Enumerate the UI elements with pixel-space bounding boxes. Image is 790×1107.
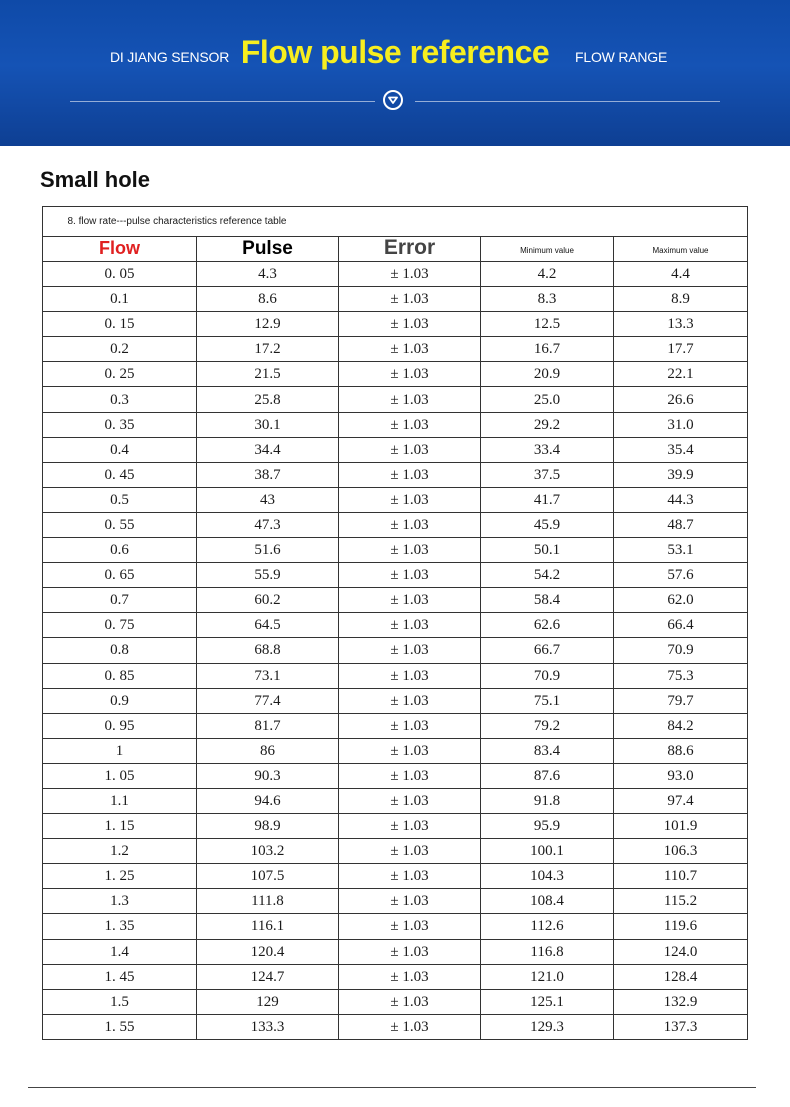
cell-min: 54.2 (481, 563, 614, 588)
cell-max: 17.7 (614, 337, 748, 362)
cell-pulse: 129 (197, 989, 339, 1014)
cell-min: 108.4 (481, 889, 614, 914)
cell-max: 39.9 (614, 462, 748, 487)
bottom-divider (28, 1087, 756, 1088)
table-row (43, 814, 748, 839)
table-row (43, 387, 748, 412)
cell-error: ± 1.03 (339, 487, 481, 512)
cell-min: 33.4 (481, 437, 614, 462)
cell-min: 45.9 (481, 512, 614, 537)
cell-error: ± 1.03 (339, 312, 481, 337)
table-row (43, 713, 748, 738)
cell-min: 12.5 (481, 312, 614, 337)
cell-error: ± 1.03 (339, 538, 481, 563)
cell-error: ± 1.03 (339, 638, 481, 663)
cell-min: 41.7 (481, 487, 614, 512)
cell-error: ± 1.03 (339, 387, 481, 412)
cell-pulse: 81.7 (197, 713, 339, 738)
table-row (43, 939, 748, 964)
table-row (43, 763, 748, 788)
cell-flow: 1. 05 (43, 763, 197, 788)
table-header-row (43, 237, 748, 262)
cell-pulse: 94.6 (197, 788, 339, 813)
cell-error: ± 1.03 (339, 788, 481, 813)
table-row (43, 312, 748, 337)
cell-flow: 0. 25 (43, 362, 197, 387)
table-row (43, 914, 748, 939)
cell-pulse: 98.9 (197, 814, 339, 839)
table-row (43, 262, 748, 287)
cell-error: ± 1.03 (339, 563, 481, 588)
cell-max: 57.6 (614, 563, 748, 588)
cell-min: 37.5 (481, 462, 614, 487)
cell-error: ± 1.03 (339, 1014, 481, 1039)
table-row (43, 462, 748, 487)
table-row (43, 337, 748, 362)
table-row (43, 613, 748, 638)
cell-pulse: 21.5 (197, 362, 339, 387)
cell-flow: 1.5 (43, 989, 197, 1014)
table-row (43, 512, 748, 537)
cell-pulse: 51.6 (197, 538, 339, 563)
cell-max: 101.9 (614, 814, 748, 839)
cell-min: 79.2 (481, 713, 614, 738)
cell-min: 100.1 (481, 839, 614, 864)
cell-min: 125.1 (481, 989, 614, 1014)
cell-pulse: 55.9 (197, 563, 339, 588)
table-row (43, 788, 748, 813)
cell-error: ± 1.03 (339, 864, 481, 889)
cell-max: 137.3 (614, 1014, 748, 1039)
cell-min: 83.4 (481, 738, 614, 763)
cell-error: ± 1.03 (339, 337, 481, 362)
cell-pulse: 38.7 (197, 462, 339, 487)
cell-error: ± 1.03 (339, 713, 481, 738)
divider-right (415, 101, 720, 102)
cell-pulse: 47.3 (197, 512, 339, 537)
cell-min: 58.4 (481, 588, 614, 613)
table-row (43, 487, 748, 512)
cell-min: 16.7 (481, 337, 614, 362)
cell-pulse: 90.3 (197, 763, 339, 788)
table-row (43, 864, 748, 889)
cell-pulse: 30.1 (197, 412, 339, 437)
cell-max: 66.4 (614, 613, 748, 638)
chevron-down-circle-icon (383, 90, 403, 110)
cell-pulse: 111.8 (197, 889, 339, 914)
table-row (43, 563, 748, 588)
cell-max: 115.2 (614, 889, 748, 914)
cell-error: ± 1.03 (339, 663, 481, 688)
reference-table (42, 206, 748, 1040)
table-row (43, 588, 748, 613)
cell-flow: 1.4 (43, 939, 197, 964)
cell-min: 75.1 (481, 688, 614, 713)
cell-error: ± 1.03 (339, 738, 481, 763)
cell-flow: 0. 05 (43, 262, 197, 287)
cell-max: 22.1 (614, 362, 748, 387)
brand-label: DI JIANG SENSOR (110, 49, 230, 65)
cell-error: ± 1.03 (339, 814, 481, 839)
cell-error: ± 1.03 (339, 939, 481, 964)
cell-flow: 1. 55 (43, 1014, 197, 1039)
cell-min: 62.6 (481, 613, 614, 638)
cell-pulse: 25.8 (197, 387, 339, 412)
cell-min: 50.1 (481, 538, 614, 563)
header-min: Minimum value (481, 237, 614, 262)
cell-error: ± 1.03 (339, 362, 481, 387)
cell-min: 112.6 (481, 914, 614, 939)
cell-min: 95.9 (481, 814, 614, 839)
table-row (43, 663, 748, 688)
cell-pulse: 124.7 (197, 964, 339, 989)
cell-flow: 0.2 (43, 337, 197, 362)
table-row (43, 738, 748, 763)
cell-flow: 0.4 (43, 437, 197, 462)
cell-max: 106.3 (614, 839, 748, 864)
cell-max: 26.6 (614, 387, 748, 412)
cell-max: 48.7 (614, 512, 748, 537)
cell-max: 124.0 (614, 939, 748, 964)
cell-min: 29.2 (481, 412, 614, 437)
table-row (43, 362, 748, 387)
cell-flow: 1.1 (43, 788, 197, 813)
cell-flow: 0. 75 (43, 613, 197, 638)
cell-pulse: 4.3 (197, 262, 339, 287)
table-row (43, 989, 748, 1014)
header-banner (0, 0, 790, 146)
cell-error: ± 1.03 (339, 613, 481, 638)
cell-flow: 0.1 (43, 287, 197, 312)
cell-flow: 0. 55 (43, 512, 197, 537)
cell-flow: 0. 45 (43, 462, 197, 487)
cell-min: 25.0 (481, 387, 614, 412)
cell-flow: 0.9 (43, 688, 197, 713)
cell-max: 4.4 (614, 262, 748, 287)
cell-pulse: 133.3 (197, 1014, 339, 1039)
section-title: Small hole (40, 167, 151, 192)
cell-max: 128.4 (614, 964, 748, 989)
cell-pulse: 12.9 (197, 312, 339, 337)
cell-min: 4.2 (481, 262, 614, 287)
cell-pulse: 73.1 (197, 663, 339, 688)
cell-flow: 0.5 (43, 487, 197, 512)
cell-error: ± 1.03 (339, 839, 481, 864)
cell-pulse: 68.8 (197, 638, 339, 663)
table-row (43, 287, 748, 312)
cell-error: ± 1.03 (339, 287, 481, 312)
table-row (43, 839, 748, 864)
table-row (43, 1014, 748, 1039)
table-row (43, 889, 748, 914)
cell-pulse: 116.1 (197, 914, 339, 939)
cell-max: 88.6 (614, 738, 748, 763)
cell-min: 87.6 (481, 763, 614, 788)
divider-left (70, 101, 375, 102)
cell-flow: 1. 25 (43, 864, 197, 889)
cell-flow: 0.3 (43, 387, 197, 412)
table-row (43, 538, 748, 563)
cell-max: 70.9 (614, 638, 748, 663)
cell-max: 75.3 (614, 663, 748, 688)
cell-flow: 1. 35 (43, 914, 197, 939)
cell-max: 31.0 (614, 412, 748, 437)
cell-pulse: 107.5 (197, 864, 339, 889)
header-pulse: Pulse (197, 237, 339, 262)
cell-error: ± 1.03 (339, 437, 481, 462)
header-error: Error (339, 237, 481, 262)
cell-pulse: 8.6 (197, 287, 339, 312)
table-row (43, 964, 748, 989)
cell-max: 84.2 (614, 713, 748, 738)
cell-error: ± 1.03 (339, 688, 481, 713)
cell-max: 93.0 (614, 763, 748, 788)
cell-min: 129.3 (481, 1014, 614, 1039)
cell-flow: 1. 15 (43, 814, 197, 839)
cell-flow: 1.2 (43, 839, 197, 864)
table-row (43, 437, 748, 462)
cell-min: 66.7 (481, 638, 614, 663)
header-max: Maximum value (614, 237, 748, 262)
cell-max: 132.9 (614, 989, 748, 1014)
cell-pulse: 60.2 (197, 588, 339, 613)
cell-max: 119.6 (614, 914, 748, 939)
cell-flow: 1. 45 (43, 964, 197, 989)
cell-flow: 0.7 (43, 588, 197, 613)
cell-flow: 0. 85 (43, 663, 197, 688)
cell-max: 62.0 (614, 588, 748, 613)
cell-error: ± 1.03 (339, 512, 481, 537)
cell-error: ± 1.03 (339, 588, 481, 613)
page-title: Flow pulse reference (240, 34, 550, 70)
cell-pulse: 77.4 (197, 688, 339, 713)
cell-min: 121.0 (481, 964, 614, 989)
table-caption: 8. flow rate---pulse characteristics reference table (43, 207, 748, 237)
cell-error: ± 1.03 (339, 989, 481, 1014)
cell-flow: 0. 95 (43, 713, 197, 738)
cell-pulse: 86 (197, 738, 339, 763)
cell-flow: 0. 15 (43, 312, 197, 337)
cell-pulse: 17.2 (197, 337, 339, 362)
cell-min: 8.3 (481, 287, 614, 312)
cell-pulse: 43 (197, 487, 339, 512)
cell-max: 97.4 (614, 788, 748, 813)
cell-error: ± 1.03 (339, 412, 481, 437)
cell-flow: 0.6 (43, 538, 197, 563)
range-label: FLOW RANGE (575, 49, 668, 65)
cell-max: 8.9 (614, 287, 748, 312)
cell-error: ± 1.03 (339, 914, 481, 939)
cell-error: ± 1.03 (339, 462, 481, 487)
cell-max: 53.1 (614, 538, 748, 563)
cell-max: 110.7 (614, 864, 748, 889)
cell-min: 20.9 (481, 362, 614, 387)
cell-flow: 0. 65 (43, 563, 197, 588)
cell-max: 79.7 (614, 688, 748, 713)
cell-pulse: 64.5 (197, 613, 339, 638)
cell-min: 91.8 (481, 788, 614, 813)
cell-flow: 0.8 (43, 638, 197, 663)
table-row (43, 412, 748, 437)
cell-error: ± 1.03 (339, 262, 481, 287)
cell-max: 35.4 (614, 437, 748, 462)
table-row (43, 638, 748, 663)
cell-min: 104.3 (481, 864, 614, 889)
cell-error: ± 1.03 (339, 964, 481, 989)
cell-flow: 0. 35 (43, 412, 197, 437)
cell-pulse: 103.2 (197, 839, 339, 864)
cell-flow: 1 (43, 738, 197, 763)
header-flow: Flow (43, 237, 197, 262)
cell-min: 116.8 (481, 939, 614, 964)
cell-max: 44.3 (614, 487, 748, 512)
cell-pulse: 120.4 (197, 939, 339, 964)
cell-max: 13.3 (614, 312, 748, 337)
cell-min: 70.9 (481, 663, 614, 688)
cell-error: ± 1.03 (339, 889, 481, 914)
cell-pulse: 34.4 (197, 437, 339, 462)
table-caption-row (43, 207, 748, 237)
cell-error: ± 1.03 (339, 763, 481, 788)
cell-flow: 1.3 (43, 889, 197, 914)
table-row (43, 688, 748, 713)
